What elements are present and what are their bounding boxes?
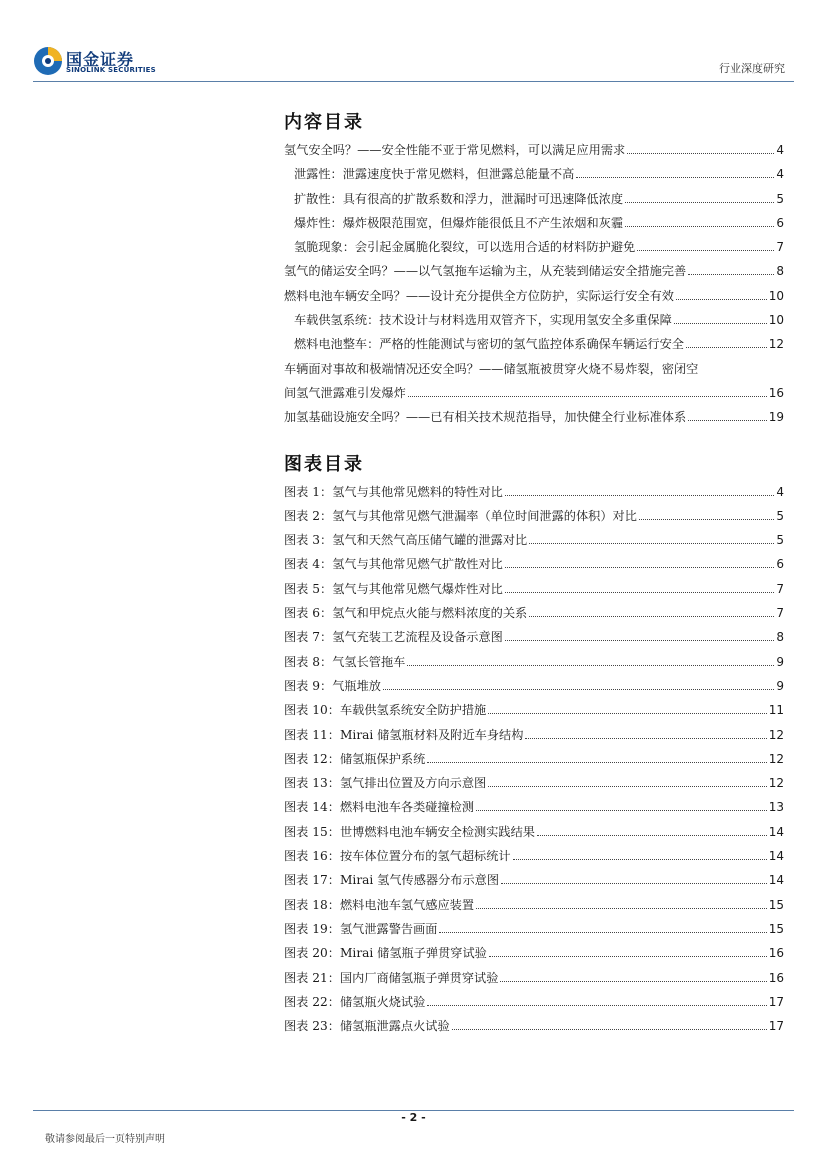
toc-entry-title: 扩散性：具有很高的扩散系数和浮力，泄漏时可迅速降低浓度 xyxy=(294,191,624,206)
toc-entry-page: 6 xyxy=(776,215,784,230)
toc-entry-title: 氢脆现象：会引起金属脆化裂纹，可以选用合适的材料防护避免 xyxy=(294,240,636,255)
toc-leader-dots xyxy=(513,859,767,860)
toc-entry[interactable] xyxy=(284,990,784,1014)
toc-leader-dots xyxy=(529,543,774,544)
toc-entry-title: 图表 15：世博燃料电池车辆安全检测实践结果 xyxy=(284,824,535,839)
toc-entry-page: 11 xyxy=(768,703,784,718)
toc-entry[interactable] xyxy=(284,528,784,552)
toc-entry-title: 泄露性：泄露速度快于常见燃料，但泄露总能量不高 xyxy=(294,167,575,182)
toc-entry-page: 7 xyxy=(776,606,784,621)
toc-entry-title: 图表 6：氢气和甲烷点火能与燃料浓度的关系 xyxy=(284,606,528,621)
toc-leader-dots xyxy=(627,153,774,154)
toc-entry-page: 13 xyxy=(768,800,784,815)
toc-entry-page: 10 xyxy=(768,313,784,328)
toc-entry-page: 14 xyxy=(768,873,784,888)
toc-leader-dots xyxy=(439,932,766,933)
toc-entry-title: 燃料电池车辆安全吗？——设计充分提供全方位防护，实际运行安全有效 xyxy=(284,288,674,303)
toc-entry[interactable] xyxy=(284,674,784,698)
toc-entry[interactable] xyxy=(284,698,784,722)
toc-entry-page: 6 xyxy=(776,557,784,572)
toc-entry-title: 图表 4：氢气与其他常见燃气扩散性对比 xyxy=(284,557,503,572)
toc-entry-title: 图表 1：氢气与其他常见燃料的特性对比 xyxy=(284,484,503,499)
toc-leader-dots xyxy=(500,981,766,982)
toc-entry-page: 9 xyxy=(776,654,784,669)
toc-entry-page: 16 xyxy=(768,970,784,985)
toc-entry-title: 图表 21：国内厂商储氢瓶子弹贯穿试验 xyxy=(284,970,499,985)
sinolink-logo-icon xyxy=(33,46,63,76)
charts-title: 图表目录 xyxy=(284,453,364,475)
toc-leader-dots xyxy=(505,640,775,641)
toc-entry-page: 4 xyxy=(776,143,784,157)
toc-leader-dots xyxy=(688,274,774,275)
toc-entry[interactable] xyxy=(284,259,784,283)
toc-entry-title: 图表 10：车载供氢系统安全防护措施 xyxy=(284,703,487,718)
toc-leader-dots xyxy=(529,616,774,617)
toc-entry-page: 17 xyxy=(768,994,784,1009)
toc-entry-title: 图表 8：气氢长管拖车 xyxy=(284,654,406,669)
toc-entry-page: 5 xyxy=(776,508,784,523)
toc-leader-dots xyxy=(576,177,774,178)
logo-english-name: SINOLINK SECURITIES xyxy=(66,66,156,74)
logo-chinese-name: 国金证券 xyxy=(66,50,135,69)
contents-title: 内容目录 xyxy=(284,112,364,133)
toc-entry-page: 16 xyxy=(768,385,784,400)
toc-entry-page: 7 xyxy=(776,240,784,255)
toc-entry-page: 12 xyxy=(768,751,784,766)
toc-entry[interactable] xyxy=(284,405,784,429)
toc-leader-dots xyxy=(501,883,767,884)
toc-entry-title: 车载供氢系统：技术设计与材料选用双管齐下，实现用氢安全多重保障 xyxy=(294,313,672,328)
toc-entry[interactable] xyxy=(284,625,784,649)
toc-entry-title: 图表 7：氢气充装工艺流程及设备示意图 xyxy=(284,630,503,645)
toc-entry-title: 图表 16：按车体位置分布的氢气超标统计 xyxy=(284,849,511,864)
toc-entry-title-line1: 车辆面对事故和极端情况还安全吗？——储氢瓶被贯穿火烧不易炸裂，密闭空 xyxy=(284,361,699,376)
toc-leader-dots xyxy=(686,347,767,348)
toc-entry[interactable] xyxy=(284,504,784,528)
toc-entry-title: 氢气的储运安全吗？——以气氢拖车运输为主，从充装到储运安全措施完善 xyxy=(284,264,687,279)
toc-entry-page: 17 xyxy=(768,1019,784,1034)
toc-leader-dots xyxy=(408,396,767,397)
toc-entry[interactable] xyxy=(284,723,784,747)
toc-entry-title: 图表 18：燃料电池车氢气感应装置 xyxy=(284,897,475,912)
toc-entry[interactable] xyxy=(284,820,784,844)
page-number: - 2 - xyxy=(401,1111,426,1124)
toc-entry-title: 图表 23：储氢瓶泄露点火试验 xyxy=(284,1019,450,1034)
toc-entry-title: 图表 14：燃料电池车各类碰撞检测 xyxy=(284,800,475,815)
toc-leader-dots xyxy=(476,908,767,909)
toc-entry-title: 图表 3：氢气和天然气高压储气罐的泄露对比 xyxy=(284,533,528,548)
toc-entry-wrapped[interactable] xyxy=(284,357,784,406)
toc-entry[interactable] xyxy=(284,308,784,332)
footer-disclaimer: 敬请参阅最后一页特别声明 xyxy=(45,1134,165,1145)
toc-entry[interactable] xyxy=(284,235,784,259)
toc-entry-page: 4 xyxy=(776,167,784,182)
toc-leader-dots xyxy=(625,226,774,227)
toc-entry-title: 图表 22：储氢瓶火烧试验 xyxy=(284,994,426,1009)
toc-entry-page: 15 xyxy=(768,897,784,912)
toc-entry[interactable] xyxy=(284,966,784,990)
toc-entry[interactable] xyxy=(284,187,784,211)
toc-entry-title: 图表 12：储氢瓶保护系统 xyxy=(284,751,426,766)
contents-list xyxy=(284,138,784,357)
toc-entry[interactable] xyxy=(284,332,784,356)
toc-entry[interactable] xyxy=(284,1014,784,1038)
toc-leader-dots xyxy=(639,519,774,520)
toc-leader-dots xyxy=(383,689,774,690)
toc-entry[interactable] xyxy=(284,893,784,917)
toc-leader-dots xyxy=(674,323,767,324)
toc-entry-title: 图表 11：Mirai 储氢瓶材料及附近车身结构 xyxy=(284,727,524,742)
toc-entry[interactable] xyxy=(284,795,784,819)
toc-entry[interactable] xyxy=(284,284,784,308)
toc-leader-dots xyxy=(625,202,774,203)
toc-entry-page: 5 xyxy=(776,533,784,548)
toc-leader-dots xyxy=(452,1029,767,1030)
toc-leader-dots xyxy=(489,956,767,957)
toc-leader-dots xyxy=(525,738,766,739)
toc-entry-title: 图表 9：气瓶堆放 xyxy=(284,678,381,693)
header-divider xyxy=(33,81,794,82)
page-header xyxy=(0,0,827,84)
charts-list xyxy=(284,480,784,1039)
toc-entry[interactable] xyxy=(284,552,784,576)
toc-leader-dots xyxy=(488,786,767,787)
report-type-label: 行业深度研究 xyxy=(719,62,785,75)
toc-entry-page: 16 xyxy=(768,946,784,961)
toc-leader-dots xyxy=(505,592,775,593)
toc-entry-page: 5 xyxy=(776,191,784,206)
toc-entry-title: 图表 19：氢气泄露警告画面 xyxy=(284,921,438,936)
toc-leader-dots xyxy=(688,420,767,421)
toc-leader-dots xyxy=(476,810,767,811)
toc-entry[interactable] xyxy=(284,771,784,795)
main-content xyxy=(284,108,784,1038)
toc-entry-page: 8 xyxy=(776,630,784,645)
toc-entry[interactable] xyxy=(284,211,784,235)
toc-entry-title: 爆炸性：爆炸极限范围宽，但爆炸能很低且不产生浓烟和灰霾 xyxy=(294,215,624,230)
toc-entry[interactable] xyxy=(284,601,784,625)
toc-leader-dots xyxy=(488,713,767,714)
toc-entry-page: 12 xyxy=(768,727,784,742)
toc-leader-dots xyxy=(427,762,766,763)
toc-entry-title: 图表 5：氢气与其他常见燃气爆炸性对比 xyxy=(284,581,503,596)
toc-entry-page: 10 xyxy=(768,288,784,303)
toc-entry-title: 加氢基础设施安全吗？——已有相关技术规范指导，加快健全行业标准体系 xyxy=(284,410,687,425)
toc-entry[interactable] xyxy=(284,747,784,771)
toc-entry-page: 12 xyxy=(768,776,784,791)
toc-leader-dots xyxy=(505,495,775,496)
toc-entry-page: 9 xyxy=(776,678,784,693)
toc-leader-dots xyxy=(537,835,767,836)
toc-entry[interactable] xyxy=(284,844,784,868)
toc-entry-title: 图表 2：氢气与其他常见燃气泄漏率（单位时间泄露的体积）对比 xyxy=(284,508,637,523)
toc-leader-dots xyxy=(637,250,774,251)
toc-leader-dots xyxy=(427,1005,766,1006)
toc-entry-page: 19 xyxy=(768,410,784,425)
toc-entry-title: 图表 13：氢气排出位置及方向示意图 xyxy=(284,776,487,791)
toc-entry-page: 4 xyxy=(776,484,784,499)
toc-entry-page: 15 xyxy=(768,921,784,936)
toc-entry-page: 8 xyxy=(776,264,784,279)
toc-entry-page: 14 xyxy=(768,824,784,839)
toc-entry[interactable] xyxy=(284,650,784,674)
toc-entry-title: 图表 17：Mirai 氢气传感器分布示意图 xyxy=(284,873,500,888)
toc-leader-dots xyxy=(505,567,775,568)
toc-leader-dots xyxy=(407,665,774,666)
toc-entry-page: 14 xyxy=(768,849,784,864)
toc-entry[interactable] xyxy=(284,917,784,941)
section-spacer xyxy=(284,430,784,450)
toc-entry[interactable] xyxy=(284,480,784,504)
toc-entry-title: 图表 20：Mirai 储氢瓶子弹贯穿试验 xyxy=(284,946,487,961)
toc-entry-title-line2: 间氢气泄露难引发爆炸 xyxy=(284,385,406,400)
toc-entry[interactable] xyxy=(284,577,784,601)
toc-entry-line2 xyxy=(284,381,784,405)
toc-leader-dots xyxy=(676,299,767,300)
toc-entry[interactable] xyxy=(284,941,784,965)
toc-entry[interactable] xyxy=(284,162,784,186)
toc-entry-title: 氢气安全吗？——安全性能不亚于常见燃料，可以满足应用需求 xyxy=(284,143,626,157)
toc-entry-page: 7 xyxy=(776,581,784,596)
toc-entry-title: 燃料电池整车：严格的性能测试与密切的氢气监控体系确保车辆运行安全 xyxy=(294,337,684,352)
toc-entry[interactable] xyxy=(284,868,784,892)
toc-entry[interactable] xyxy=(284,138,784,162)
toc-entry-page: 12 xyxy=(768,337,784,352)
